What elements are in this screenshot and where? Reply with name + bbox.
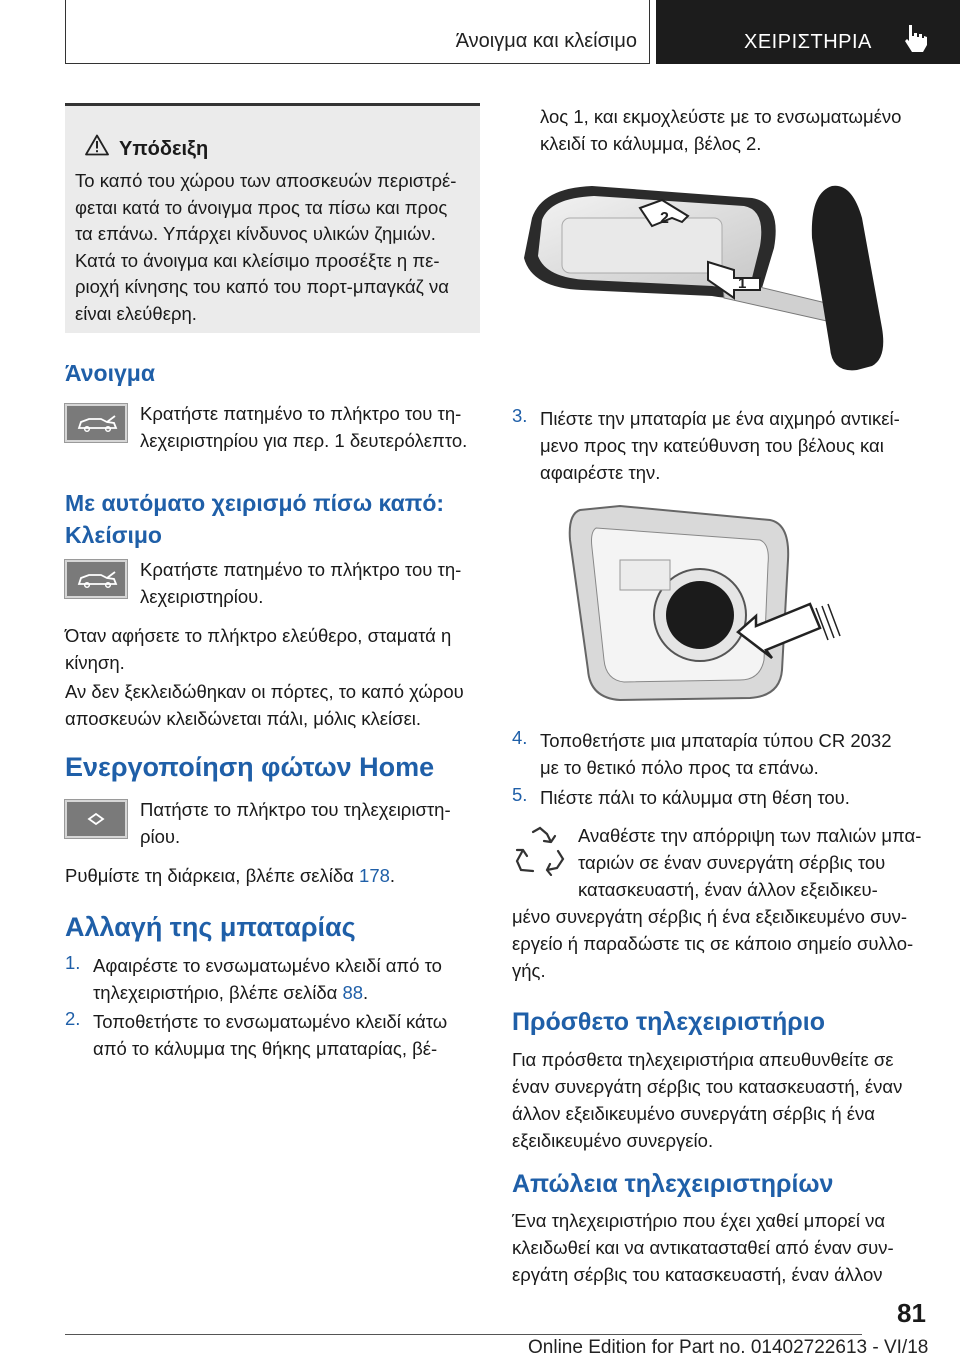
- text-line: με το θετικό πόλο προς τα επάνω.: [540, 757, 819, 778]
- hand-pointer-icon: [902, 23, 928, 53]
- text-line: λεχειριστηρίου.: [140, 586, 264, 607]
- step-number: 1.: [65, 952, 81, 973]
- car-trunk-icon: [67, 406, 125, 440]
- text-line: λεχειριστηρίου για περ. 1 δευτερόλεπτο.: [140, 430, 468, 451]
- loss-text: [512, 1207, 894, 1288]
- heading-lost-remotes: Απώλεια τηλεχειριστηρίων: [512, 1170, 834, 1198]
- text-line: μενο προς την κατεύθυνση του βέλους και: [540, 435, 884, 456]
- footer-rule: [65, 1334, 862, 1335]
- text-line: γής.: [512, 960, 546, 981]
- home-lights-para: [65, 862, 395, 889]
- page-link-178[interactable]: 178: [359, 865, 390, 886]
- text-span: .: [389, 865, 396, 886]
- key-fob-emergency-key-illustration: [512, 178, 927, 378]
- home-lights-text: [140, 796, 451, 850]
- text-line: Τοποθετήστε μια μπαταρία τύπου CR 2032: [540, 730, 892, 751]
- step-2-text: [93, 1008, 447, 1062]
- heading-line: Κλείσιμο: [65, 522, 162, 548]
- step-number: 4.: [512, 727, 528, 748]
- text-line: εργάτη σέρβις του κατασκευαστή, έναν άλλον: [512, 1264, 883, 1285]
- note-line: φεται κατά το άνοιγμα προς τα πίσω και προς: [75, 196, 448, 218]
- text-line: Πατήστε το πλήκτρο του τηλεχειριστη-: [140, 799, 451, 820]
- warning-note: [65, 106, 480, 333]
- text-span: τηλεχειριστήριο, βλέπε σελίδα: [93, 982, 343, 1003]
- note-title: Υπόδειξη: [119, 138, 209, 160]
- text-line: έναν συνεργάτη σέρβις του κατασκευαστή, έναν: [512, 1076, 903, 1097]
- header-box: [65, 0, 650, 64]
- remote-trunk-button-image: [65, 560, 127, 598]
- text-line: εξειδικευμένο συνεργείο.: [512, 1130, 714, 1151]
- text-line: Ένα τηλεχειριστήριο που έχει χαθεί μπορεί να: [512, 1210, 886, 1231]
- note-line: τα επάνω. Υπάρχει κίνδυνος υλικών ζημιών.: [75, 223, 436, 244]
- text-line: κλειδί το κάλυμμα, βέλος 2.: [540, 133, 762, 154]
- step-number: 5.: [512, 784, 528, 805]
- text-line: Πιέστε πάλι το κάλυμμα στη θέση του.: [540, 787, 850, 808]
- text-line: Αν δεν ξεκλειδώθηκαν οι πόρτες, το καπό χώρου: [65, 681, 464, 702]
- note-line: ριοχή κίνησης του καπό του πορτ-μπαγκάζ να: [75, 276, 449, 297]
- heading-auto-close: [65, 487, 444, 551]
- step-1-text: [93, 952, 442, 1006]
- step-5-text: [540, 784, 850, 811]
- text-line: Τοποθετήστε το ενσωματωμένο κλειδί κάτω: [93, 1011, 448, 1032]
- heading-additional-remote: Πρόσθετο τηλεχειριστήριο: [512, 1008, 825, 1036]
- text-span: .: [363, 982, 369, 1003]
- note-line: Το καπό του χώρου των αποσκευών περιστρέ-: [75, 170, 457, 191]
- page-link-88[interactable]: 88: [342, 982, 364, 1003]
- text-line: ταριών σε έναν συνεργάτη σέρβις του: [578, 852, 886, 873]
- step-2-continued: [540, 103, 901, 157]
- warning-triangle-icon: [85, 134, 109, 156]
- text-line: Για πρόσθετα τηλεχειριστήρια απευθυνθείτε σε: [512, 1049, 894, 1070]
- text-line: αποσκευών κλειδώνεται πάλι, μόλις κλείσει.: [65, 708, 422, 729]
- text-line: Κρατήστε πατημένο το πλήκτρο του τη-: [140, 403, 462, 424]
- text-line: μένο συνεργάτη σέρβις ή ένα εξειδικευμένο συν-: [512, 906, 908, 927]
- diamond-button-icon: [67, 802, 125, 836]
- text-line: Κρατήστε πατημένο το πλήκτρο του τη-: [140, 559, 462, 580]
- chapter-tab-label: ΧΕΙΡΙΣΤΗΡΙΑ: [744, 31, 872, 53]
- recycle-text: [512, 903, 913, 984]
- text-line: από το κάλυμμα της θήκης μπαταρίας, βέ-: [93, 1038, 438, 1059]
- note-line: Κατά το άνοιγμα και κλείσιμο προσέξτε η πε-: [75, 249, 440, 271]
- text-line: αφαιρέστε την.: [540, 462, 661, 483]
- additional-text: [512, 1046, 902, 1154]
- text-line: κίνηση.: [65, 652, 125, 673]
- text-line: Αναθέστε την απόρριψη των παλιών μπα-: [578, 825, 922, 846]
- heading-opening: Άνοιγμα: [65, 360, 155, 386]
- page-number: 81: [897, 1298, 926, 1328]
- text-line: ρίου.: [140, 826, 181, 847]
- text-line: άλλον εξειδικευμένο συνεργάτη σέρβις ή ένα: [512, 1103, 875, 1124]
- arrow-label-1: 1: [738, 275, 747, 292]
- remote-trunk-button-image: [65, 404, 127, 442]
- text-line: Αφαιρέστε το ενσωματωμένο κλειδί από το: [93, 955, 442, 976]
- section-title: Άνοιγμα και κλείσιμο: [455, 30, 637, 52]
- chapter-tab[interactable]: [656, 0, 960, 64]
- note-text: [75, 168, 470, 327]
- heading-line: Με αυτόματο χειρισμό πίσω καπό:: [65, 490, 445, 516]
- recycle-icon: [513, 826, 567, 876]
- remote-home-button-image: [65, 800, 127, 838]
- auto-close-text: [140, 556, 461, 610]
- text-line: Πιέστε την μπαταρία με ένα αιχμηρό αντικεί-: [540, 408, 900, 429]
- battery-compartment-illustration: [560, 500, 890, 705]
- text-line: λος 1, και εκμοχλεύστε με το ενσωματωμένο: [540, 106, 902, 127]
- text-line: κλειδωθεί και να αντικατασταθεί από έναν συν-: [512, 1237, 894, 1258]
- text-line: Όταν αφήσετε το πλήκτρο ελεύθερο, σταματά η: [65, 625, 452, 646]
- text-line: κατασκευαστή, έναν άλλον εξειδικευ-: [578, 879, 878, 900]
- opening-text: [140, 400, 467, 454]
- recycle-text-indented: [578, 822, 921, 903]
- step-3-text: [540, 405, 900, 486]
- auto-close-para-1: [65, 622, 451, 676]
- car-trunk-icon: [67, 562, 125, 596]
- note-line: είναι ελεύθερη.: [75, 302, 197, 324]
- heading-battery: Αλλαγή της μπαταρίας: [65, 912, 356, 942]
- step-number: 3.: [512, 405, 528, 426]
- text-span: Ρυθμίστε τη διάρκεια, βλέπε σελίδα: [65, 865, 360, 886]
- arrow-label-2: 2: [660, 210, 669, 227]
- step-4-text: [540, 727, 892, 781]
- footer-edition: Online Edition for Part no. 01402722613 - VI/18: [528, 1337, 929, 1358]
- auto-close-para-2: [65, 678, 464, 732]
- text-line: εργείο ή παραδώστε τις σε κάποιο σημείο συλλο-: [512, 933, 914, 954]
- step-number: 2.: [65, 1008, 81, 1029]
- heading-home-lights: Ενεργοποίηση φώτων Home: [65, 752, 435, 782]
